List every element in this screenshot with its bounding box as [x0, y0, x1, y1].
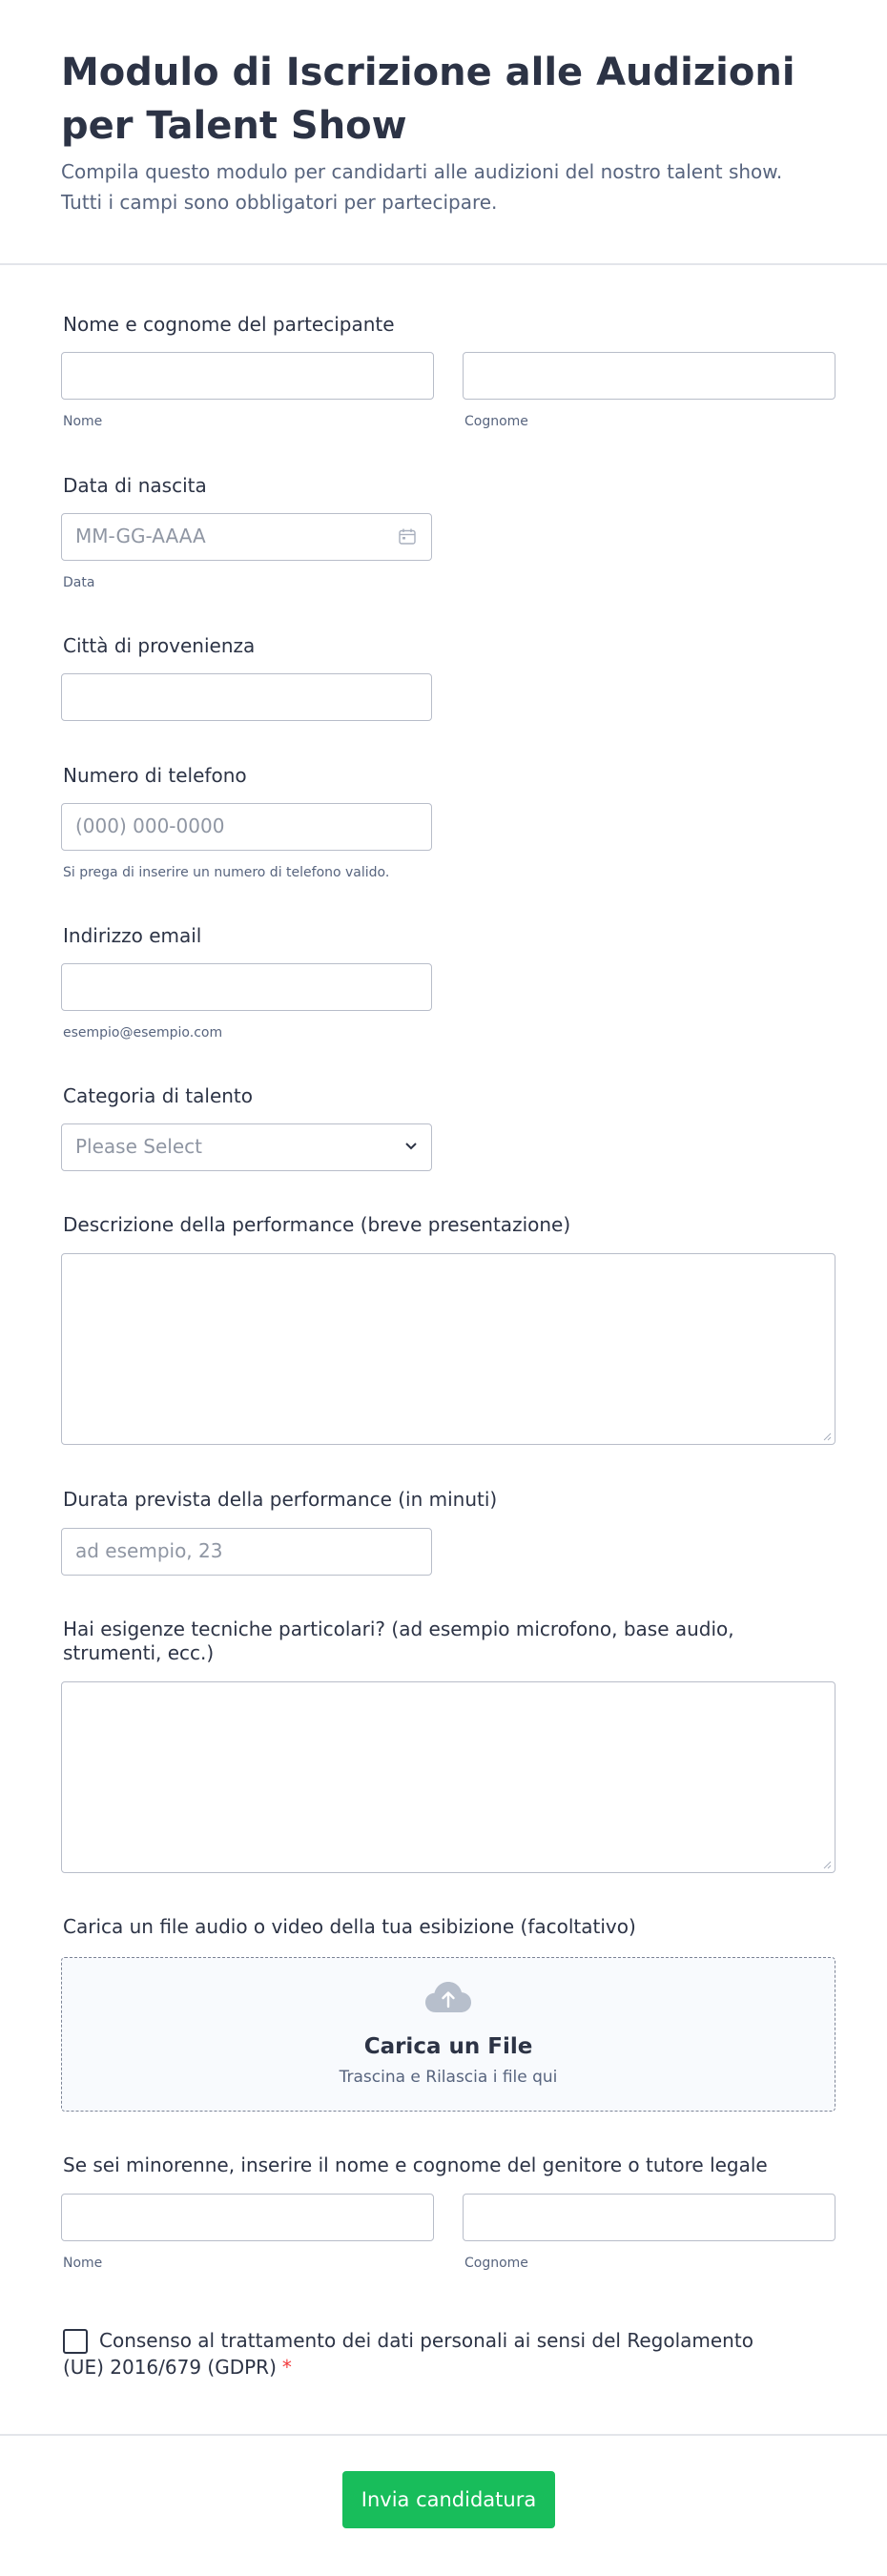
- technical-needs-label: Hai esigenze tecniche particolari? (ad esempio microfono, base audio, strumenti, ecc.): [63, 1618, 734, 1664]
- participant-name-label: Nome e cognome del partecipante: [63, 313, 395, 336]
- required-mark: *: [281, 2356, 292, 2379]
- form-header: [0, 0, 887, 265]
- phone-placeholder: (000) 000-0000: [75, 814, 225, 837]
- email-sublabel: esempio@esempio.com: [63, 1025, 223, 1041]
- performance-duration-placeholder: ad esempio, 23: [75, 1539, 223, 1562]
- talent-category-label: Categoria di talento: [63, 1084, 254, 1107]
- guardian-first-name-sublabel: Nome: [63, 2256, 103, 2271]
- resize-handle-icon[interactable]: [822, 1860, 832, 1869]
- first-name-input[interactable]: [61, 352, 434, 400]
- first-name-sublabel: Nome: [63, 414, 103, 429]
- birth-date-placeholder: MM-GG-AAAA: [75, 525, 206, 547]
- resize-handle-icon[interactable]: [822, 1432, 832, 1441]
- last-name-input[interactable]: [463, 352, 835, 400]
- email-label: Indirizzo email: [63, 924, 202, 947]
- city-label: Città di provenienza: [63, 634, 256, 657]
- performance-description-textarea[interactable]: [61, 1253, 835, 1445]
- upload-subtitle: Trascina e Rilascia i file qui: [339, 2068, 558, 2087]
- email-input[interactable]: [61, 963, 432, 1011]
- performance-description-label: Descrizione della performance (breve presentazione): [63, 1213, 571, 1236]
- technical-needs-textarea[interactable]: [61, 1681, 835, 1873]
- submit-button[interactable]: Invia candidatura: [342, 2471, 555, 2528]
- calendar-icon[interactable]: [399, 528, 416, 545]
- page-subtitle: Compila questo modulo per candidarti alle audizioni del nostro talent show. Tutti i campi sono obbligatori per partecipare.: [61, 160, 783, 214]
- birth-date-input[interactable]: [61, 513, 432, 561]
- talent-category-selected: Please Select: [75, 1135, 202, 1158]
- gdpr-consent-label: [63, 2327, 769, 2380]
- phone-sublabel: Si prega di inserire un numero di telefono valido.: [63, 865, 390, 880]
- footer-divider: [0, 2434, 887, 2436]
- phone-input[interactable]: [61, 803, 432, 851]
- gdpr-consent-text: Consenso al trattamento dei dati personali ai sensi del Regolamento (UE) 2016/679 (GDPR): [63, 2329, 753, 2379]
- birth-date-label: Data di nascita: [63, 474, 207, 497]
- file-upload-dropzone[interactable]: [61, 1957, 835, 2112]
- guardian-name-label: Se sei minorenne, inserire il nome e cognome del genitore o tutore legale: [63, 2154, 768, 2176]
- guardian-last-name-sublabel: Cognome: [464, 2256, 528, 2271]
- birth-date-sublabel: Data: [63, 575, 95, 590]
- upload-label: Carica un file audio o video della tua esibizione (facoltativo): [63, 1915, 636, 1938]
- guardian-last-name-input[interactable]: [463, 2194, 835, 2241]
- performance-duration-input[interactable]: [61, 1528, 432, 1576]
- last-name-sublabel: Cognome: [464, 414, 528, 429]
- upload-title: Carica un File: [363, 2034, 533, 2059]
- guardian-first-name-input[interactable]: [61, 2194, 434, 2241]
- city-input[interactable]: [61, 673, 432, 721]
- phone-label: Numero di telefono: [63, 764, 247, 787]
- talent-category-select[interactable]: [61, 1123, 432, 1171]
- chevron-down-icon: [404, 1142, 418, 1151]
- cloud-upload-icon: [424, 1981, 472, 2013]
- performance-duration-label: Durata prevista della performance (in minuti): [63, 1488, 498, 1511]
- page-title: Modulo di Iscrizione alle Audizioni per Talent Show: [61, 51, 795, 148]
